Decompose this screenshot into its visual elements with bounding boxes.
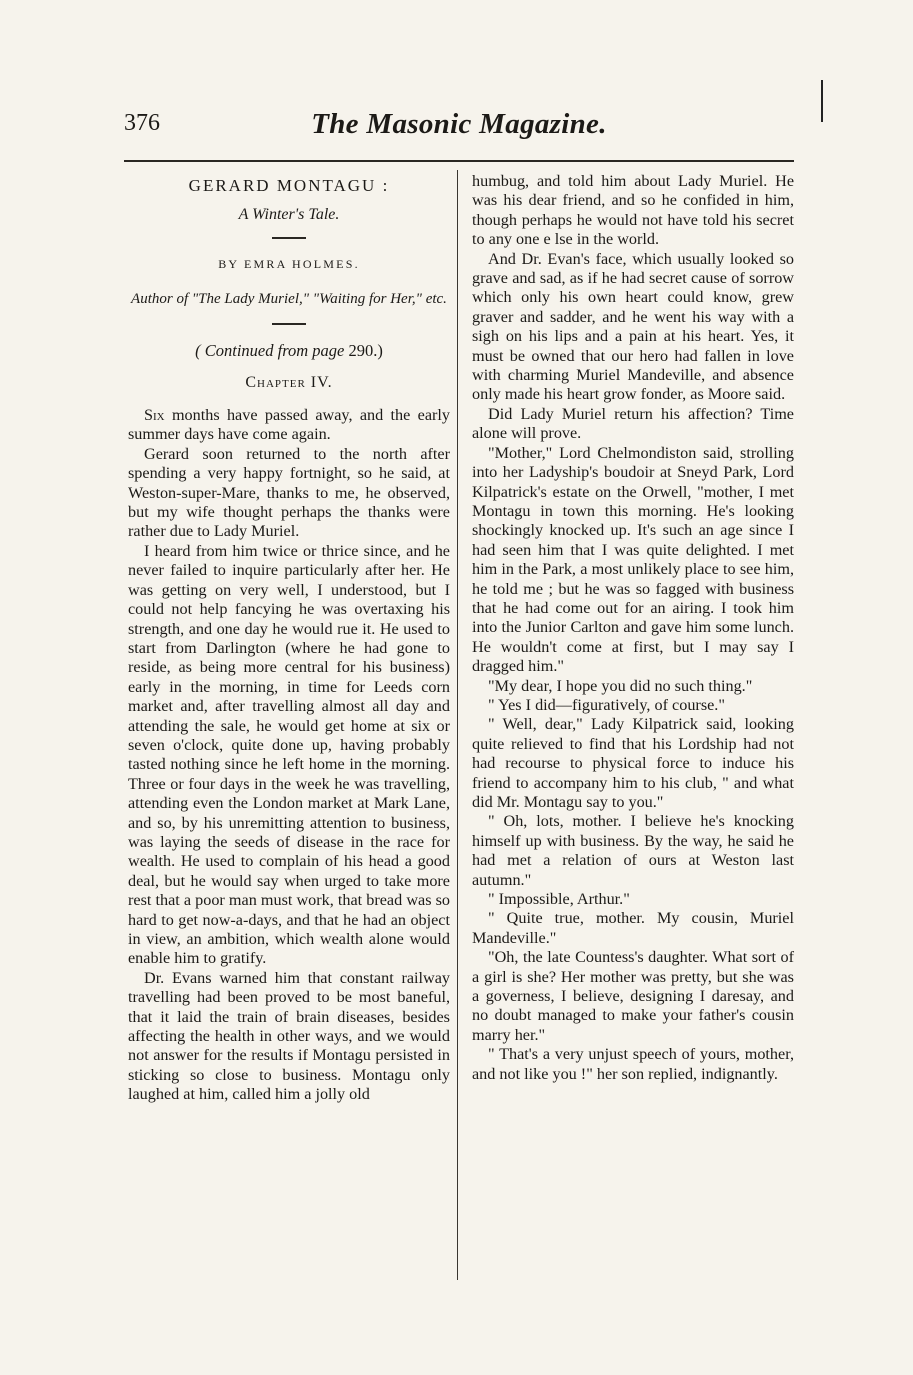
continued-page: 290.) bbox=[348, 341, 383, 361]
paragraph bbox=[472, 948, 794, 1045]
paragraph bbox=[472, 405, 794, 444]
paragraph bbox=[128, 969, 450, 1105]
paragraph bbox=[472, 444, 794, 677]
opening-word: Six bbox=[144, 406, 165, 425]
margin-mark bbox=[821, 80, 823, 122]
paragraph bbox=[472, 172, 794, 250]
paragraph-text: " Oh, lots, mother. I believe he's knocking himself up with business. By the way, he said he had met a relation of ours at Weston last autumn." bbox=[472, 812, 794, 889]
author-note: Author of "The Lady Muriel," "Waiting for Her," etc. bbox=[131, 291, 447, 308]
header-rule bbox=[124, 160, 794, 162]
paragraph-text: Gerard soon returned to the north after spending a very happy fortnight, so he said, at Weston-super-Mare, thanks to me, he observed, but my wife thought perhaps the thanks were rather due to Lady Muriel. bbox=[128, 444, 450, 541]
article-subtitle: A Winter's Tale. bbox=[238, 206, 340, 224]
paragraph bbox=[472, 696, 794, 715]
paragraph-text: " Quite true, mother. My cousin, Muriel Mandeville." bbox=[472, 909, 794, 947]
paragraph bbox=[128, 406, 450, 445]
right-paragraphs bbox=[472, 172, 794, 1084]
paragraph bbox=[128, 542, 450, 969]
paragraph bbox=[128, 445, 450, 542]
column-divider bbox=[457, 170, 458, 1280]
paragraph bbox=[472, 250, 794, 405]
page-header bbox=[124, 96, 794, 144]
article-title: GERARD MONTAGU : bbox=[188, 176, 390, 195]
paragraph bbox=[472, 812, 794, 890]
paragraph-text: " Yes I did—figuratively, of course." bbox=[488, 695, 725, 714]
paragraph bbox=[472, 890, 794, 909]
paragraph-text: Did Lady Muriel return his affection? Time alone will prove. bbox=[472, 404, 794, 443]
paragraph bbox=[472, 677, 794, 696]
byline: BY EMRA HOLMES. bbox=[218, 256, 360, 271]
paragraph-text: I heard from him twice or thrice since, and he never failed to inquire particularly after her. He was getting on very well, I understood, but I could not help fancying he was overtaxing his strength, and one day he would rue it. He used to start from Darlington (where he had gone to reside, as being more central for his business) early in the morning, in time for Leeds corn market and, after travelling almost all day and attending the sale, he would get home at six or seven o'clock, quite done up, having probably tasted nothing since he left home in the morning. Three or four days in the week he was travelling, attending even the London market at Mark Lane, and so, by his unremitting attention to business, was laying the seeds of disease in the race for wealth. He used to complain of his head a good deal, but he would say when urged to take more rest that a poor man must work, that bread was so hard to get now-a-days, and that he had an object in view, an ambition, which wealth alone would enable him to gratify. bbox=[128, 541, 450, 968]
continued-prefix: ( Continued from page bbox=[195, 341, 345, 361]
continued-note bbox=[128, 341, 450, 360]
page-number: 376 bbox=[124, 110, 160, 136]
author-rule bbox=[272, 323, 306, 325]
paragraph-text: "Mother," Lord Chelmondiston said, strolling into her Ladyship's boudoir at Sneyd Park, Lord Kilpatrick's estate on the Orwell, "mother, I met Montagu in town this morning. He's looking shockingly knocked up. It's such an age since I had seen him that I was quite delighted. I met him in the Park, a most unlikely place to see him, he told me ; but he was so fagged with business that he had come out for an airing. I took him into the Junior Carlton and gave him some lunch. He wouldn't come at first, but I may say I dragged him." bbox=[472, 443, 794, 676]
paragraph-text: months have passed away, and the early summer days have come again. bbox=[128, 406, 450, 444]
left-column bbox=[128, 172, 450, 1105]
paragraph-text: And Dr. Evan's face, which usually looked so grave and sad, as if he had secret cause of sorrow which only his own heart could know, grew graver and sadder, and he went his way with a sigh on his lips and a pain at his heart. Yes, it must be owned that our hero had fallen in love with charming Muriel Mandeville, and absence only made his heart grow fonder, as Moore said. bbox=[472, 249, 794, 404]
paragraph-text: "Oh, the late Countess's daughter. What sort of a girl is she? Her mother was pretty, but she was a governess, I believe, designing I daresay, and no doubt managed to make your father's cousin marry her." bbox=[472, 948, 794, 1044]
paragraph-text: " Impossible, Arthur." bbox=[488, 890, 630, 909]
right-column bbox=[472, 172, 794, 1084]
paragraph-text: " That's a very unjust speech of yours, mother, and not like you !" her son replied, indignantly. bbox=[472, 1045, 794, 1083]
running-title: The Masonic Magazine. bbox=[311, 108, 607, 140]
paragraph bbox=[472, 1045, 794, 1084]
paragraph-text: humbug, and told him about Lady Muriel. He was his dear friend, and so he confided in him, though perhaps he would not have told his secret to any one e lse in the world. bbox=[472, 172, 794, 249]
chapter-heading: Chapter IV. bbox=[245, 373, 333, 391]
paragraph-text: Dr. Evans warned him that constant railway travelling had been proved to be most baneful, that it laid the train of brain diseases, besides affecting the health in other ways, and we would not answer for the results if Montagu persisted in sticking so close to business. Montagu only laughed at him, called him a jolly old bbox=[128, 968, 450, 1104]
paragraph-text: "My dear, I hope you did no such thing." bbox=[488, 676, 753, 695]
paragraph bbox=[472, 715, 794, 812]
paragraph-text: " Well, dear," Lady Kilpatrick said, looking quite relieved to find that his Lordship had not had recourse to physical force to induce his friend to accompany him to his club, " and what did Mr. Montagu say to you." bbox=[472, 715, 794, 811]
left-paragraphs bbox=[128, 406, 450, 1105]
paragraph bbox=[472, 909, 794, 948]
title-rule bbox=[272, 237, 306, 239]
